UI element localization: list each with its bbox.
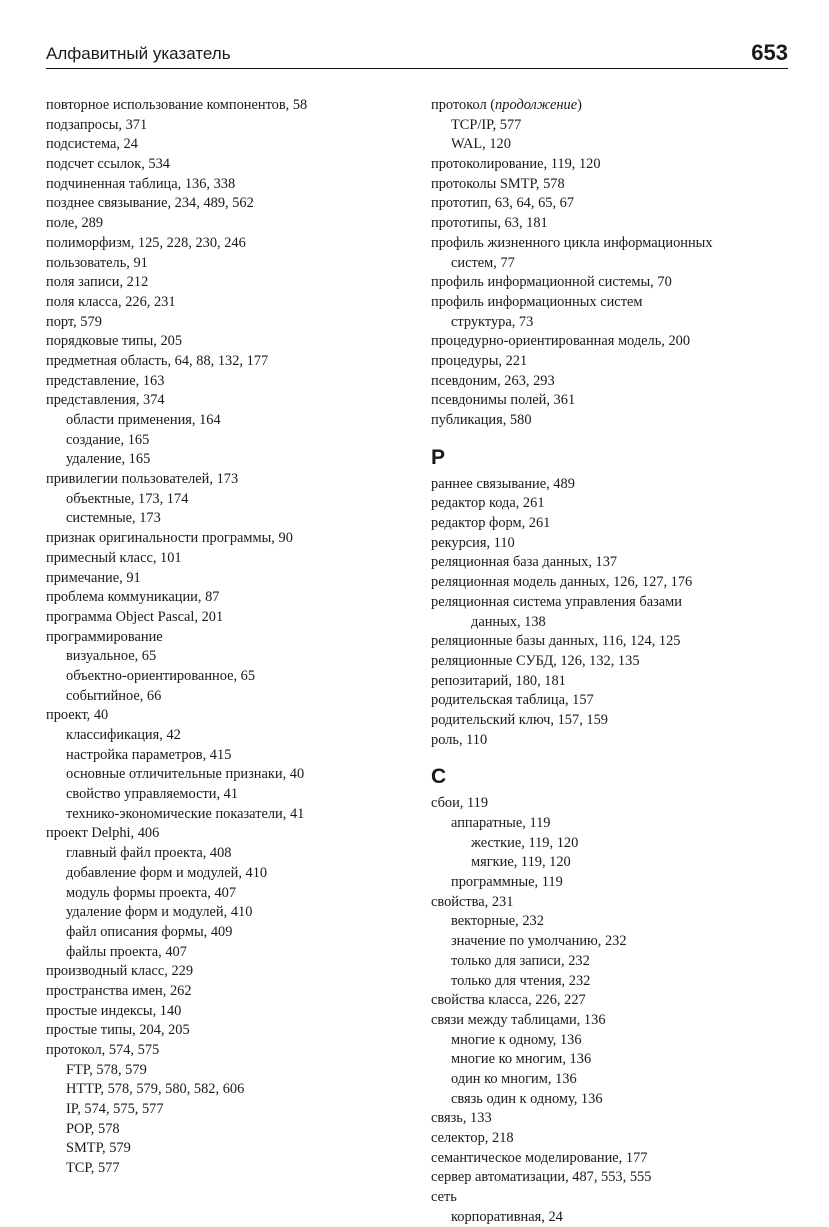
index-entry: реляционные СУБД, 126, 132, 135 bbox=[431, 652, 640, 669]
index-subentry: только для чтения, 232 bbox=[451, 972, 591, 989]
index-entry: сервер автоматизации, 487, 553, 555 bbox=[431, 1169, 652, 1186]
index-entry: подзапросы, 371 bbox=[46, 116, 148, 133]
index-entry: протокол, 574, 575 bbox=[46, 1042, 160, 1058]
index-entry: псевдоним, 263, 293 bbox=[431, 372, 555, 389]
index-entry: предметная область, 64, 88, 132, 177 bbox=[46, 352, 269, 369]
index-entry: прототип, 63, 64, 65, 67 bbox=[431, 195, 575, 212]
index-subentry: корпоративная, 24 bbox=[451, 1208, 563, 1225]
index-subentry: главный файл проекта, 408 bbox=[66, 845, 232, 862]
index-entry: примечание, 91 bbox=[46, 569, 141, 586]
index-entry: протоколирование, 119, 120 bbox=[431, 156, 601, 173]
index-entry: подчиненная таблица, 136, 338 bbox=[46, 175, 236, 192]
index-entry: связи между таблицами, 136 bbox=[431, 1011, 606, 1028]
index-subentry: модуль формы проекта, 407 bbox=[66, 884, 237, 901]
index-entry: позднее связывание, 234, 489, 562 bbox=[46, 195, 254, 212]
index-entry: свойства, 231 bbox=[431, 893, 514, 910]
index-entry-wrap: систем, 77 bbox=[451, 254, 515, 271]
index-entry: прототипы, 63, 181 bbox=[431, 215, 548, 232]
index-entry: селектор, 218 bbox=[431, 1130, 514, 1146]
index-entry: реляционные базы данных, 116, 124, 125 bbox=[431, 633, 681, 650]
index-subentry: программные, 119 bbox=[451, 874, 563, 891]
index-entry: реляционная модель данных, 126, 127, 176 bbox=[431, 574, 693, 591]
continued-head: протокол ( bbox=[431, 97, 496, 113]
index-entry: профиль информационной системы, 70 bbox=[431, 274, 672, 291]
index-entry: связь, 133 bbox=[431, 1110, 492, 1127]
index-entry: подсистема, 24 bbox=[46, 136, 138, 153]
index-subentry: многие к одному, 136 bbox=[451, 1031, 582, 1048]
index-entry: проблема коммуникации, 87 bbox=[46, 589, 220, 606]
index-entry: пользователь, 91 bbox=[46, 254, 148, 271]
index-subentry: многие ко многим, 136 bbox=[451, 1051, 592, 1068]
index-subentry: SMTP, 579 bbox=[66, 1140, 131, 1157]
continued-close: ) bbox=[577, 97, 582, 113]
index-entry: репозитарий, 180, 181 bbox=[431, 672, 566, 689]
index-subentry: системные, 173 bbox=[66, 510, 161, 527]
continued-note: продолжение bbox=[495, 97, 578, 113]
index-column-right bbox=[431, 96, 791, 1227]
index-entry: реляционная система управления базами bbox=[431, 593, 682, 610]
running-header bbox=[46, 36, 788, 69]
index-entry-wrap: данных, 138 bbox=[471, 613, 546, 630]
index-entry: простые типы, 204, 205 bbox=[46, 1022, 190, 1039]
index-entry: реляционная база данных, 137 bbox=[431, 554, 618, 571]
index-subentry: настройка параметров, 415 bbox=[66, 746, 232, 763]
index-entry: редактор кода, 261 bbox=[431, 495, 545, 512]
index-entry: проект Delphi, 406 bbox=[46, 825, 160, 842]
index-subsubentry: жесткие, 119, 120 bbox=[471, 834, 579, 851]
index-subentry: POP, 578 bbox=[66, 1120, 120, 1137]
index-entry: признак оригинальности программы, 90 bbox=[46, 530, 293, 547]
index-entry: редактор форм, 261 bbox=[431, 515, 551, 532]
index-entry: свойства класса, 226, 227 bbox=[431, 992, 586, 1009]
page-number: 653 bbox=[751, 40, 788, 65]
index-subentry: TCP, 577 bbox=[66, 1160, 120, 1177]
index-entry: представления, 374 bbox=[46, 392, 165, 409]
index-entry: рекурсия, 110 bbox=[431, 534, 515, 551]
index-subentry: HTTP, 578, 579, 580, 582, 606 bbox=[66, 1081, 245, 1098]
index-subsubentry: мягкие, 119, 120 bbox=[471, 854, 571, 871]
index-subentry: связь один к одному, 136 bbox=[451, 1090, 603, 1107]
index-entry: привилегии пользователей, 173 bbox=[46, 471, 239, 488]
index-entry: поле, 289 bbox=[46, 215, 104, 232]
index-entry: роль, 110 bbox=[431, 731, 488, 748]
index-subentry: добавление форм и модулей, 410 bbox=[66, 864, 268, 881]
index-entry: процедуры, 221 bbox=[431, 352, 528, 369]
index-subentry: событийное, 66 bbox=[66, 687, 162, 704]
index-subentry: один ко многим, 136 bbox=[451, 1070, 577, 1087]
index-subentry: файл описания формы, 409 bbox=[66, 923, 233, 940]
index-entry: родительская таблица, 157 bbox=[431, 692, 594, 709]
index-entry: проект, 40 bbox=[46, 707, 109, 724]
index-column-left bbox=[46, 96, 416, 1179]
index-entry: порядковые типы, 205 bbox=[46, 333, 183, 350]
index-entry: публикация, 580 bbox=[431, 412, 532, 428]
index-subentry: IP, 574, 575, 577 bbox=[66, 1101, 164, 1118]
section-letter-s: С bbox=[431, 765, 447, 789]
index-entry: семантическое моделирование, 177 bbox=[431, 1149, 648, 1166]
header-title: Алфавитный указатель bbox=[46, 44, 231, 63]
index-entry: профиль жизненного цикла информационных bbox=[431, 234, 713, 251]
index-entry: сбои, 119 bbox=[431, 795, 489, 812]
index-entry: родительский ключ, 157, 159 bbox=[431, 711, 608, 728]
index-subentry: объектные, 173, 174 bbox=[66, 490, 189, 507]
index-entry: порт, 579 bbox=[46, 313, 102, 330]
index-entry-continued bbox=[431, 96, 791, 116]
index-entry: процедурно-ориентированная модель, 200 bbox=[431, 333, 691, 350]
index-subentry: значение по умолчанию, 232 bbox=[451, 933, 627, 950]
index-entry: примесный класс, 101 bbox=[46, 549, 182, 566]
index-entry: поля записи, 212 bbox=[46, 274, 149, 291]
index-subentry: WAL, 120 bbox=[451, 136, 511, 153]
index-entry: повторное использование компонентов, 58 bbox=[46, 97, 308, 113]
index-entry: производный класс, 229 bbox=[46, 963, 194, 980]
index-entry: пространства имен, 262 bbox=[46, 982, 192, 999]
index-subentry: файлы проекта, 407 bbox=[66, 943, 187, 960]
index-subentry: TCP/IP, 577 bbox=[451, 116, 522, 133]
index-subentry: основные отличительные признаки, 40 bbox=[66, 766, 305, 783]
index-entry: сеть bbox=[431, 1189, 457, 1206]
section-letter-r: Р bbox=[431, 445, 446, 469]
index-entry: подсчет ссылок, 534 bbox=[46, 156, 171, 173]
index-subentry: удаление, 165 bbox=[66, 451, 151, 468]
index-subentry: создание, 165 bbox=[66, 431, 150, 448]
index-entry: представление, 163 bbox=[46, 372, 165, 389]
index-subentry: только для записи, 232 bbox=[451, 952, 590, 969]
index-subentry: удаление форм и модулей, 410 bbox=[66, 904, 253, 921]
index-subentry: технико-экономические показатели, 41 bbox=[66, 805, 305, 822]
index-subentry: векторные, 232 bbox=[451, 913, 544, 930]
index-entry: программирование bbox=[46, 628, 163, 645]
index-entry: полиморфизм, 125, 228, 230, 246 bbox=[46, 234, 246, 251]
index-entry: псевдонимы полей, 361 bbox=[431, 392, 576, 409]
index-subentry: структура, 73 bbox=[451, 313, 534, 330]
index-entry: протоколы SMTP, 578 bbox=[431, 175, 565, 192]
index-subentry: свойство управляемости, 41 bbox=[66, 786, 239, 803]
index-entry: поля класса, 226, 231 bbox=[46, 293, 176, 310]
index-subentry: визуальное, 65 bbox=[66, 648, 157, 665]
index-subentry: аппаратные, 119 bbox=[451, 815, 551, 831]
index-subentry: классификация, 42 bbox=[66, 727, 181, 743]
index-entry: простые индексы, 140 bbox=[46, 1002, 182, 1019]
index-entry: программа Object Pascal, 201 bbox=[46, 608, 224, 625]
index-entry: раннее связывание, 489 bbox=[431, 475, 575, 492]
index-entry: профиль информационных систем bbox=[431, 293, 643, 310]
index-subentry: FTP, 578, 579 bbox=[66, 1061, 147, 1078]
index-subentry: объектно-ориентированное, 65 bbox=[66, 667, 256, 684]
index-subentry: области применения, 164 bbox=[66, 412, 221, 428]
